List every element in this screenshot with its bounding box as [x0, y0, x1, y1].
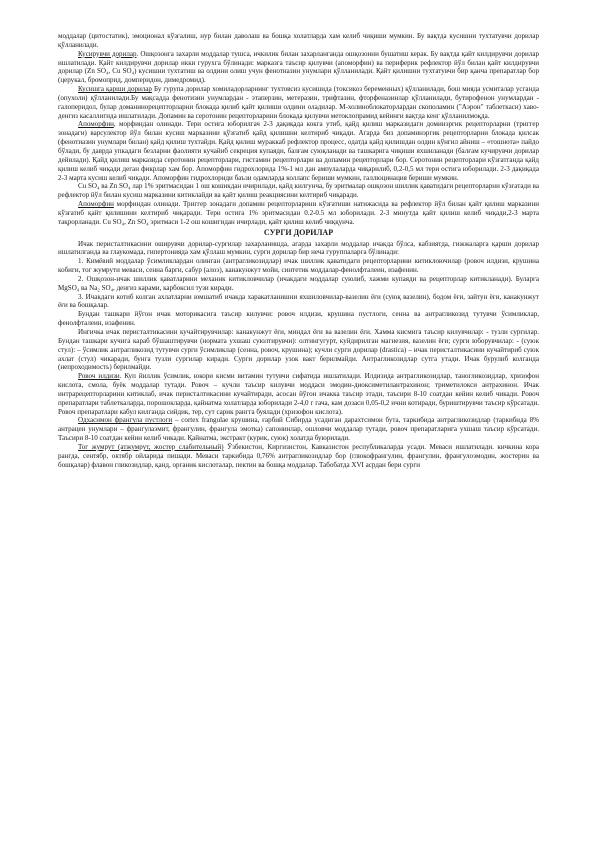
paragraph-frangula: [58, 416, 539, 443]
section-title: СУРГИ ДОРИЛАР: [263, 227, 334, 237]
term-apomorphine: Апоморфин: [78, 120, 114, 129]
paragraph-colon-motility: Бундан ташкари йўгон ичак моторикасига таъсир килувчи: ровоч илдизи, крушина пустлоги, сенна ва антрагликозид тутувчи ўсимликлар, фенолфталеин, изафенин.: [58, 310, 539, 328]
paragraph-frangula-body: – cortex frangulae крушина, ғарбий Сибирда усадиган дарахтсимон бута, таркибида антрагликозидлар (таркибида 8% антрацен унумлари – франгулаэмит, франгулин, франгула эмотка) сапонинлар, ошловчи моддалар тутади, ровоч препаратларига ухшаш таъсир кўрсатади. Таъсири 8-10 соатдан кейин келиб чикади. Қайнатма, экстракт (курик, суюк) холатда буюрилади.: [58, 416, 539, 443]
document-page: [58, 32, 539, 470]
list-item-2: 2. Ошқозон-ичак шиллик қаватларини механик китикловчилар (ичакдаги моддалар суюлиб, хажми купаяди ва рецепторлар китикланади). Буларга MgSO₄ ва Na₂ SO₄, денгиз карами, карбоксил тузи киради.: [58, 274, 539, 292]
term-apomorphine-2: Апоморфин: [78, 200, 114, 209]
paragraph-emetics: [58, 50, 539, 85]
paragraph-vomiting-causes: моддалар (цитостатик), эмоционал кўзғалиш, нур билан даволаш ва бошқа холатларда хам келиб чиқиши мумкин. Бу вақтда кусишни тухтатувчи дорилар қўлланилади.: [58, 32, 539, 49]
paragraph-sulfates: Cu SO₄ ва Zn SO₄ лар 1% эритмасидан 1 ош кошикдан ичирилади, қайд килгунча, бу эритмалар ошқозон шиллик қаватидаги рецепторларни кўзғатади ва рефлектор йўл билан кусиш марказини китиклайди ва қайт қилиш реакциясини келтириб чиқаради.: [58, 182, 539, 200]
paragraph-apomorphine-body: , морфиндан олинади. Тери остига юборилгач 2-3 дақиқада кокга утиб, қайд қилиш марказидаги доминэргик рецепторларни (триггер зонадаги) варсулектор йўл билан кусиш марказини қўзғатиб қайд қилишни келтириб чиқади. Агарда биз допаминэргик рецепторларни блокада қилсак (фенотиазин унумлари билан) қайд қилиш тухтайди. Қайд қилиш мураккаб рефлектор процесс, одатда қайд қилишдан олдин кўнгил айниш – «тошнота» пайдо бўлади, бу даврда упкадаги безларни фаолияти кучайиб секреция купаяди, балғам суюқланади ва ташкарига чиқиши яхшиланади (балғам кучирувчи дорилар дейилади). Қайд қилиш марказида серотонин рецепторлари, гистамин рецепторлари ва допамин рецепторлари бор. Серотонин рецепторлари кўзғатганда қайд қилиш келиб чиқади деган фикрлар хам бор. Апоморфин гидрохлорида 1%-1 мл дан ампулаларда чиқарилиб, 0,2-0,5 мл тери остига юборилади. 2-3 дақиқада 2-3 марта кусиш келиб чиқади. Апоморфин гидрохлориди баъзи одамларда коллапс бериши мумкин, галлюцинация бериши мумкин.: [58, 120, 539, 182]
paragraph-apomorphine-2: [58, 200, 539, 227]
term-antiemetics: Кусишга қарши дорилар: [78, 85, 152, 94]
paragraph-rhubarb-body: . Куп йиллик ўсимлик, юкори кисми витамин тутувчи сифатида ишлатилади. Илдизида антрагликозидлар, таногликозидлар, хризофон кислота, смола, буёк моддалар тутади. Ровоч – кучли таъсир килувчи моддаси эмодин-диоксиметилантрахинон; триметилокси антрахинон. Ичак интрарецепторларини китиклаб, ичак перисталтикасини кучайтиради, асосан йўгон ичакка таъсир этади, таъсири 8-10 соатдан кейин келиб чикади. Ровоч препаратлари таблеткаларда, порошокларда, қайнатма холатларда юборилади 2-4,0 г гача, кам дозаси 0,05-0,2 ични котиради, буриштирувчи таъсир кўрсатади. Ровоч препаратлари кабул килганда сийдик, тер, сут сарик рангга буялади (хризофон кислота).: [58, 372, 539, 416]
paragraph-laxatives-intro: Ичак перисталтикасини оширувчи дорилар-сургилар захарланишда, агарда захарли моддалар ичакда бўлса, кабзиятда, гижжаларга қарши дорилар ишлатилганда ва глаукомада, гипертонияда хам қўллаш мумкин, сурги дорилар бир неча гуруппаларга бўлинади:: [58, 239, 539, 257]
list-item-3: 3. Ичакдаги котиб колган ахлатларни юмшатиб ичакда харакатланишни яхшиловчилар-вазелин ёғи (суюқ вазелин), бодом ёғи, зайтун ёғи, канакунжут ёғи ва бошқалар.: [58, 292, 539, 310]
paragraph-rhubarb: [58, 372, 539, 416]
paragraph-antiemetics-body: Бу гурупа дорилар хомиладорларнинг тухтовсиз кусишида (токсикоз беременных) қўлланилади, бош мияда усмиталар усганда (опухоли) қўлланилади.Бу мақсадда фенотизин унумлардан - этаперзин, метеразин, трифтазин, фторфеназинлар қўлланилади, бутирофенон унумлардан - галоперидол, булар доманинорецепторларни блокада қилиб қайт қилиши олдини оладилар. М-холиноблокаторлардан скополамин ("Аэрон" таблеткаси) хаво-денгиз касаллигида ишлатилади. Допамин ва серотонин рецепторларини блокада қилувчи метоклопрамид кейинги вақтда кенг қўлланилмоқда.: [58, 85, 539, 120]
paragraph-buckthorn-body: Ўзбекистон, Киргизистон, Кавказистон республикаларда усади. Меваси ишлатилади. кичкина кора рангда, сентябр, октябр ойларида пишади. Меваси таркибида 0,76% антрагликозидлар бор (глюкофрангулин, франгулин, франгулоэмодин, жостерин ва бошқалар) флавон гликозидлар, қанд, органик кислоталар, пектин ва бошқа моддалар. Табобатда XVI асрдан бери сурги: [58, 442, 539, 469]
paragraph-emetics-body: . Ошқозонга захарли моддалар тушса, ичкилик билан захарланганда ошқозонни бушатиш керак. Бу вақтда қайт килдирувчи дорилар ишлатилади. Қайт килдирувчи дорилар икки гурухга бўлинади: марказга таъсир қилувчи (апоморфин) ва периферик рефлектор йўл билан қайт килдирувчи дорилар (Zn SO₄, Cu SO₄) кусишни тухтатиш ва олдини олиш учун фенотиазин унумлари қўлланилади. Қайт қилишни тухтатувчи бир қанча препаратлар бор (церукал, бромоприд, домперидон, димедромид).: [58, 49, 539, 85]
paragraph-small-intestine: Ингичка ичак перисталтикасини кучайтирувчилар: канакунжут ёғи, миндал ёғи ва вазелин ёғи. Хамма кисмига таъсир килувчилар: - тузли сургилар. Бундан ташкари кучига караб бўшаштирувчи (нормата ухшаш суюлтирувчи): олтингугурт, куйдирилган магнезия, вазелин ёғи; сурги юборувчилар: - (суюк стул): – ўсимлик антрагликозид тутувчи сурги ўсимликлар (сенна, ровоч, крушина); кучли сурги дорилар (drastica) – ичак перисталтикасини кучайтириб суюк ахлат (стул) чикаради, бунга тузли сургилар киради. Сурги дорилар узок вакт берилмайди. Антрагликозидлар сутга утади. Ичак бурулиб колганда (непроходимость) берилмайди.: [58, 328, 539, 372]
term-frangula: Одхаснмон франгула пустлоги: [78, 416, 173, 425]
paragraph-buckthorn: [58, 443, 539, 470]
paragraph-apomorphine-2-body: морфиндан олинади. Триггер зонадаги допамин рецепторларини кўзғатиши натижасида ва рефлектор йўл билан қайт қилиш марказини кўзғатиб қайт қилишини келтириб чиқаради. Тери остига 1% эритмасидан 0.2-0.5 мл юборилади. 2-3 минутда қайт қилиш келиб чиқади,2-3 марта тақрорланади. Cu SO₄, Zn SO₄ эритмаси 1-2 ош кошигидан ичирлади, қайт қилиш келиб чиққунча.: [58, 200, 539, 226]
term-rhubarb: Ровоч илдизи: [78, 372, 120, 381]
term-emetics: Кусирувчи дорилар: [78, 49, 137, 58]
term-buckthorn: Тог жумрут (атжумрут, жостер слабительный): [78, 442, 224, 451]
list-item-1: 1. Кимёвий моддалар ўсимликлардан олинган (антрагликозидлар) ичак шиллик қаватидаги рецепторларини китиклоючилар (ровоч илдизи, крушина кобиги, тог жумрути меваси, сенна барги, сабур (алоэ), канакунжут мойи, синтетик моддалар-фенолфталеин, изафенин.: [58, 257, 539, 275]
paragraph-apomorphine: [58, 120, 539, 182]
paragraph-antiemetics: [58, 85, 539, 120]
